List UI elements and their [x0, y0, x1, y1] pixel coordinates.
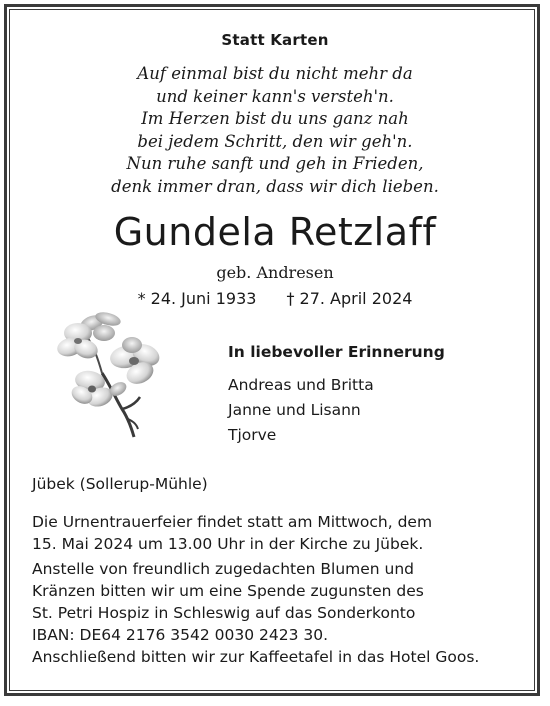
- notice-body: [32, 511, 479, 668]
- text-line: Anschließend bitten wir zur Kaffeetafel in das Hotel Goos.: [32, 648, 480, 666]
- survivor-entry: Janne und Lisann: [228, 401, 361, 419]
- poem-line: bei jedem Schritt, den wir geh'n.: [137, 131, 413, 151]
- text-line: Anstelle von freundlich zugedachten Blumen und: [32, 560, 415, 578]
- death-date: † 27. April 2024: [286, 289, 413, 308]
- life-dates: [0, 289, 550, 308]
- poem-line: Nun ruhe sanft und geh in Frieden,: [126, 154, 424, 173]
- place-line: Jübek (Sollerup-Mühle): [32, 475, 208, 493]
- poem-line: denk immer dran, dass wir dich lieben.: [111, 176, 439, 196]
- service-info: [32, 511, 479, 555]
- birth-name: geb. Andresen: [216, 263, 334, 282]
- memory-heading: In liebevoller Erinnerung: [228, 343, 445, 361]
- poem-line: Im Herzen bist du uns ganz nah: [141, 109, 409, 128]
- text-line: St. Petri Hospiz in Schleswig auf das Sonderkonto: [32, 604, 416, 622]
- poem-line: und keiner kann's versteh'n.: [156, 86, 394, 106]
- donation-info: [32, 558, 479, 668]
- text-line: Die Urnentrauerfeier findet statt am Mittwoch, dem: [32, 513, 433, 531]
- survivor-entry: Andreas und Britta: [228, 376, 374, 394]
- text-line: 15. Mai 2024 um 13.00 Uhr in der Kirche zu Jübek.: [32, 535, 424, 553]
- deceased-name: Gundela Retzlaff: [113, 210, 437, 254]
- poem-line: Auf einmal bist du nicht mehr da: [137, 64, 413, 83]
- poem: [0, 63, 550, 198]
- survivors-list: [228, 373, 374, 448]
- header-title: Statt Karten: [221, 31, 329, 49]
- text-line: IBAN: DE64 2176 3542 0030 2423 30.: [32, 626, 329, 644]
- orchid-icon: [44, 311, 174, 443]
- text-line: Kränzen bitten wir um eine Spende zugunsten des: [32, 582, 424, 600]
- survivor-entry: Tjorve: [228, 426, 277, 444]
- birth-date: * 24. Juni 1933: [137, 289, 257, 308]
